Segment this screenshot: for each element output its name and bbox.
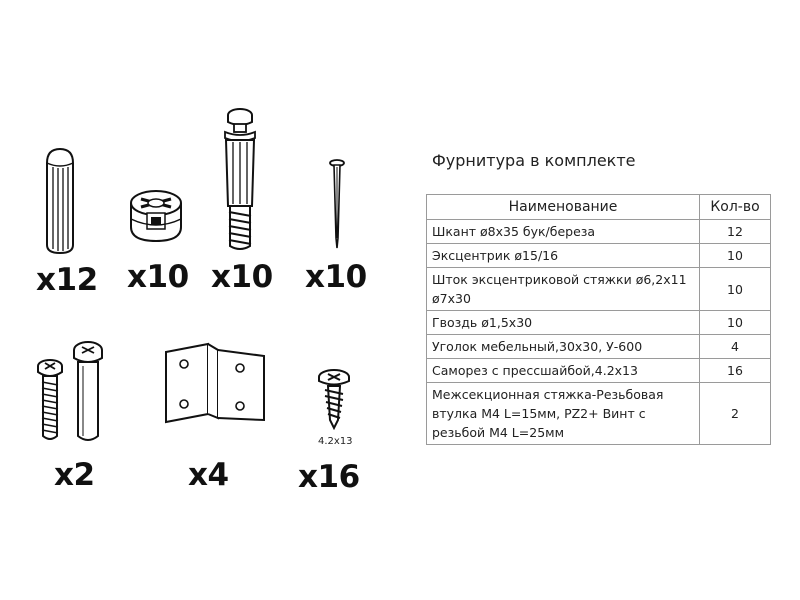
screw-icon [316,368,352,430]
row-qty: 12 [700,220,771,244]
quantity-connector-screw: x2 [54,457,95,493]
row-name: Шток эксцентриковой стяжки ø6,2х11 ø7х30 [427,268,700,311]
quantity-screw: x16 [298,459,360,495]
table-row [427,220,771,244]
connector-screw-icon [33,338,113,446]
dowel-icon [40,145,80,257]
row-qty: 10 [700,244,771,268]
row-name: Уголок мебельный,30х30, У-600 [427,335,700,359]
header-name: Наименование [427,195,700,220]
row-name: Гвоздь ø1,5х30 [427,311,700,335]
row-qty: 10 [700,311,771,335]
cam-bolt-icon [215,106,265,254]
quantity-nail: x10 [305,259,367,295]
table-row [427,268,771,311]
row-name: Межсекционная стяжка-Резьбовая втулка М4 L=15мм, PZ2+ Винт с резьбой М4 L=25мм [427,383,700,445]
screw-size-note: 4.2x13 [318,436,353,447]
table-row [427,359,771,383]
table-row [427,244,771,268]
quantity-cam-bolt: x10 [211,259,273,295]
corner-bracket-icon [160,338,270,426]
hardware-table [426,194,771,445]
row-qty: 10 [700,268,771,311]
header-qty: Кол-во [700,195,771,220]
table-row [427,335,771,359]
table-header-row [427,195,771,220]
table-title: Фурнитура в комплекте [432,151,636,170]
cam-lock-icon [125,185,187,247]
row-qty: 16 [700,359,771,383]
row-name: Саморез с прессшайбой,4.2х13 [427,359,700,383]
row-name: Шкант ø8х35 бук/береза [427,220,700,244]
quantity-cam-lock: x10 [127,259,189,295]
table-row [427,311,771,335]
row-name: Эксцентрик ø15/16 [427,244,700,268]
nail-icon [325,158,349,250]
row-qty: 2 [700,383,771,445]
row-qty: 4 [700,335,771,359]
table-row [427,383,771,445]
quantity-corner-bracket: x4 [188,457,229,493]
quantity-dowel: x12 [36,262,98,298]
